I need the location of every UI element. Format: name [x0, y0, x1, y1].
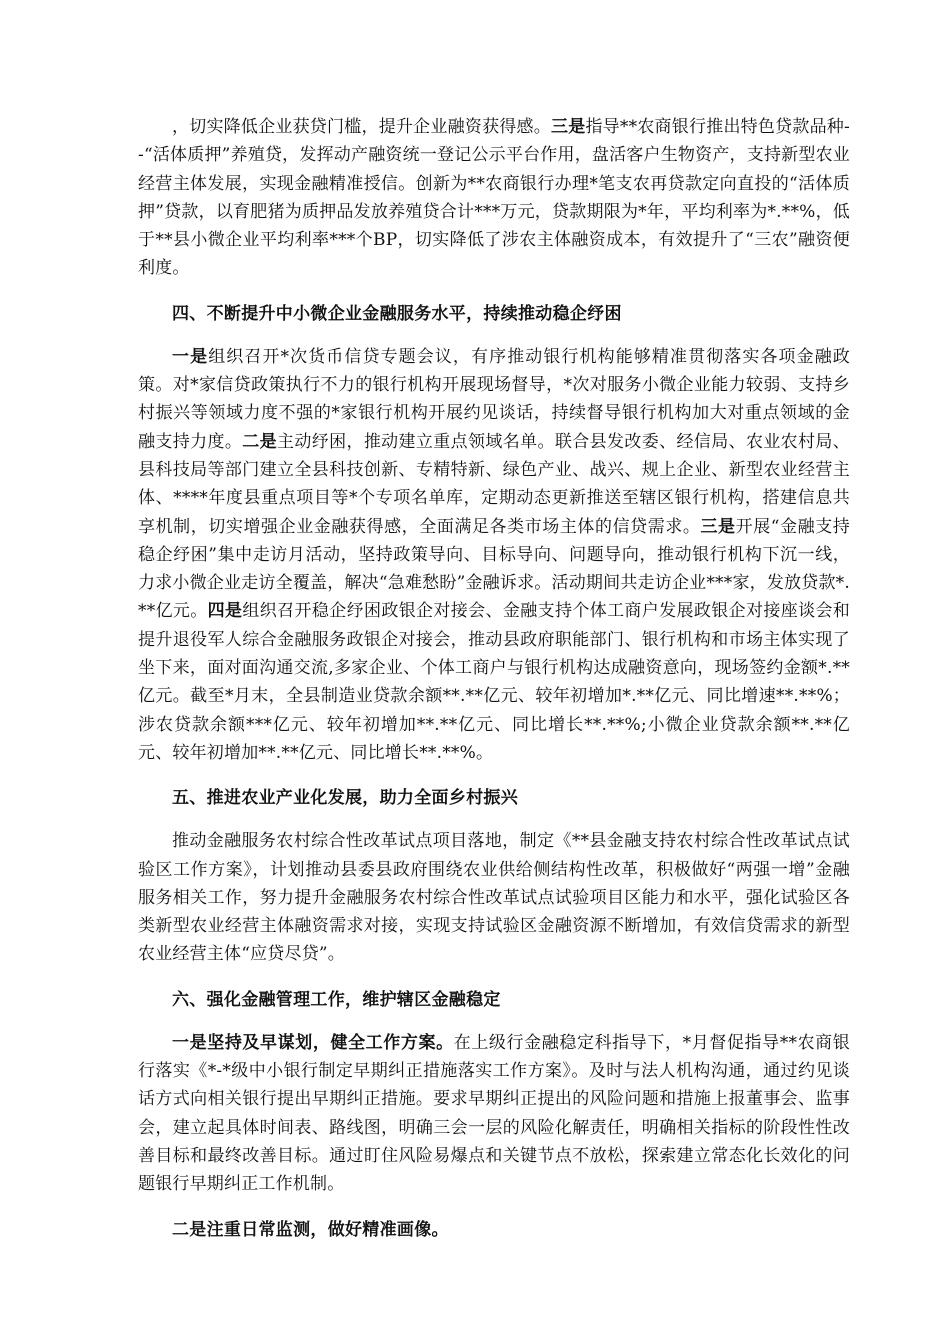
paragraph-early-correction	[138, 1029, 850, 1199]
paragraph-sme-services	[138, 343, 850, 767]
text-run: 组织召开稳企纾困政银企对接会、金融支持个体工商户发展政银企对接座谈会和提升退役军人综合金融服务政银企对接会，推动县政府职能部门、银行机构和市场主体实现了坐下来，面对面沟通交流,多家企业、个体工商户与银行机构达成融资意向，现场签约金额*.**亿元。截至*月末，全县制造业贷款余额**.**亿元、较年初增加*.**亿元、同比增速**.**%；涉农贷款余额***亿元、较年初增加**.**亿元、同比增长**.**%;小微企业贷款余额**.**亿元、较年初增加**.**亿元、同比增长**.**%。	[138, 601, 851, 763]
emphasis-run: 一是坚持及早谋划，健全工作方案。	[172, 1032, 454, 1053]
paragraph-rural-reform: 推动金融服务农村综合性改革试点项目落地，制定《**县金融支持农村综合性改革试点试验区工作方案》，计划推动县委县政府围绕农业供给侧结构性改革，积极做好“两强一增”金融服务相关工作，努力提升金融服务农村综合性改革试点试验项目区能力和水平，强化试验区各类新型农业经营主体融资需求对接，实现支持试验区金融资源不断增加，有效信贷需求的新型农业经营主体“应贷尽贷”。	[138, 831, 850, 965]
emphasis-run: 四是	[207, 601, 243, 622]
text-run: 开展“金融支持稳企纾困”集中走访月活动，坚持政策导向、目标导向、问题导向，推动银行机构下沉一线，力求小微企业走访全覆盖，解决“急难愁盼”金融诉求。活动期间共走访企业***家，发放贷款*.**亿元。	[138, 516, 850, 622]
document-page	[138, 113, 850, 1244]
emphasis-run: 二是	[242, 431, 277, 452]
section-heading-5: 五、推进农业产业化发展，助力全面乡村振兴	[172, 788, 518, 809]
section-heading-4: 四、不断提升中小微企业金融服务水平，持续推动稳企纾困	[172, 303, 622, 324]
text-run: ，切实降低企业获贷门槛，提升企业融资获得感。	[172, 117, 551, 137]
section-heading-6: 六、强化金融管理工作，维护辖区金融稳定	[172, 989, 501, 1010]
emphasis-run: 三是	[700, 516, 736, 537]
text-run: 在上级行金融稳定科指导下，*月督促指导**农商银行落实《*-*级中小银行制定早期纠正措施落实工作方案》。及时与法人机构沟通，通过约见谈话方式向相关银行提出早期纠正措施。要求早期纠正提出的风险问题和措施上报董事会、监事会，建立起具体时间表、路线图，明确三会一层的风险化解责任，明确相关指标的阶段性性改善目标和最终改善目标。通过盯住风险易爆点和关键节点不放松，探索建立常态化长效化的问题银行早期纠正工作机制。	[138, 1032, 850, 1195]
emphasis-run: 三是	[550, 117, 586, 137]
text-run: 指导**农商银行推出特色贷款品种--“活体质押”养殖贷，发挥动产融资统一登记公示平台作用，盘活客户生物资产，支持新型农业经营主体发展，实现金融精准授信。创新为**农商银行办理*笔支农再贷款定向直投的“活体质押”贷款，以育肥猪为质押品发放养殖贷合计***万元，贷款期限为*年，平均利率为*.**%，低于**县小微企业平均利率***个BP，切实降低了涉农主体融资成本，有效提升了“三农”融资便利度。	[138, 117, 850, 279]
text-run: 主动纾困，推动建立重点领域名单。联合县发改委、经信局、农业农村局、县科技局等部门建立全县科技创新、专精特新、绿色产业、战兴、规上企业、新型农业经营主体、****年度县重点项目等*个专项名单库，定期动态更新推送至辖区银行机构，搭建信息共享机制，切实增强企业金融获得感，全面满足各类市场主体的信贷需求。	[138, 431, 850, 537]
paragraph-loan-products	[138, 113, 850, 283]
subheading-daily-monitoring: 二是注重日常监测，做好精准画像。	[172, 1219, 449, 1240]
emphasis-run: 一是	[172, 346, 209, 367]
text-run: 组织召开*次货币信贷专题会议，有序推动银行机构能够精准贯彻落实各项金融政策。对*家信贷政策执行不力的银行机构开展现场督导，*次对服务小微企业能力较弱、支持乡村振兴等领域力度不强的*家银行机构开展约见谈话，持续督导银行机构加大对重点领域的金融支持力度。	[138, 346, 850, 452]
